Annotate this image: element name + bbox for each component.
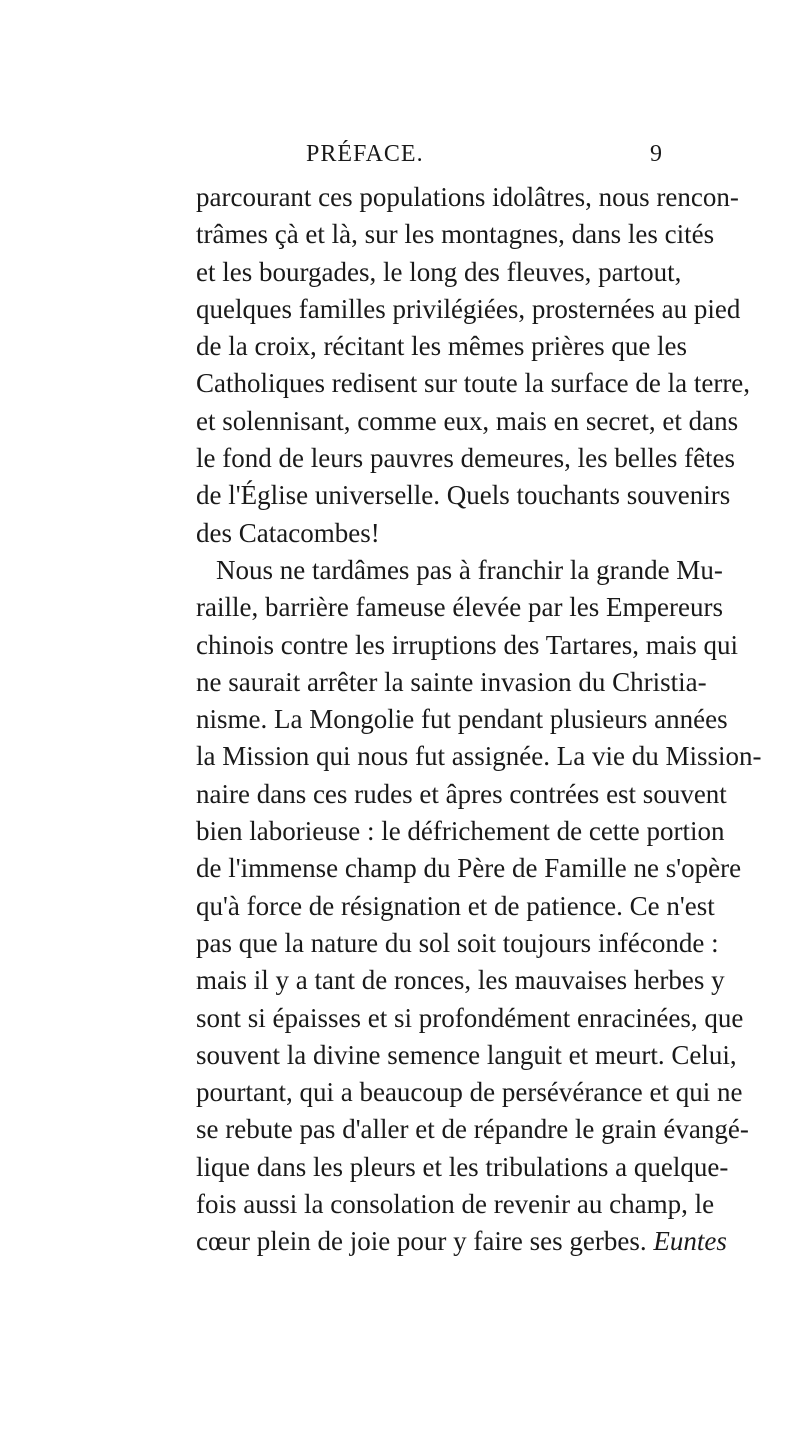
text-line: et solennisant, comme eux, mais en secret, et dans	[196, 405, 739, 436]
text-line: de la croix, récitant les mêmes prières que les	[196, 331, 688, 362]
page-header	[196, 141, 662, 171]
paragraph-start-line: Nous ne tardâmes pas à franchir la grande Mu-	[216, 554, 723, 585]
text-line: mais il y a tant de ronces, les mauvaises herbes y	[196, 965, 725, 996]
text-line: la Mission qui nous fut assignée. La vie du Mission-	[196, 741, 762, 772]
catchword: Euntes	[653, 1226, 727, 1257]
page-number: 9	[650, 141, 662, 167]
text-line: naire dans ces rudes et âpres contrées est souvent	[196, 778, 727, 809]
text-line: qu'à force de résignation et de patience. Ce n'est	[196, 890, 715, 921]
running-title: PRÉFACE.	[306, 141, 424, 167]
text-line: sont si épaisses et si profondément enracinées, que	[196, 1002, 744, 1033]
text-line: de l'Église universelle. Quels touchants souvenirs	[196, 480, 731, 511]
text-line: pas que la nature du sol soit toujours inféconde :	[196, 927, 719, 958]
text-line: quelques familles privilégiées, prosternées au pied	[196, 293, 741, 324]
text-line: et les bourgades, le long des fleuves, partout,	[196, 256, 682, 287]
text-line: de l'immense champ du Père de Famille ne s'opère	[196, 853, 742, 884]
text-fragment: cœur plein de joie pour y faire ses gerbes.	[196, 1226, 647, 1257]
text-line: des Catacombes!	[196, 517, 380, 548]
text-line: nisme. La Mongolie fut pendant plusieurs années	[196, 704, 728, 735]
text-line: souvent la divine semence languit et meurt. Celui,	[196, 1039, 737, 1070]
text-line: le fond de leurs pauvres demeures, les belles fêtes	[196, 443, 736, 474]
text-line: Catholiques redisent sur toute la surface de la terre,	[196, 368, 751, 399]
text-line: parcourant ces populations idolâtres, nous rencon-	[196, 182, 739, 212]
text-line: trâmes çà et là, sur les montagnes, dans les cités	[196, 219, 715, 250]
body-text	[196, 179, 762, 1261]
text-line-with-catchword	[196, 1223, 727, 1260]
text-line: pourtant, qui a beaucoup de persévérance et qui ne	[196, 1077, 743, 1108]
text-line: raille, barrière fameuse élevée par les Empereurs	[196, 592, 723, 623]
text-line: fois aussi la consolation de revenir au champ, le	[196, 1189, 715, 1220]
text-line: lique dans les pleurs et les tribulations a quelque-	[196, 1151, 729, 1182]
text-line: se rebute pas d'aller et de répandre le grain évangé-	[196, 1114, 749, 1145]
text-line: bien laborieuse : le défrichement de cette portion	[196, 816, 725, 847]
text-line: chinois contre les irruptions des Tartares, mais qui	[196, 629, 738, 660]
text-line: ne saurait arrêter la sainte invasion du Christia-	[196, 666, 707, 697]
